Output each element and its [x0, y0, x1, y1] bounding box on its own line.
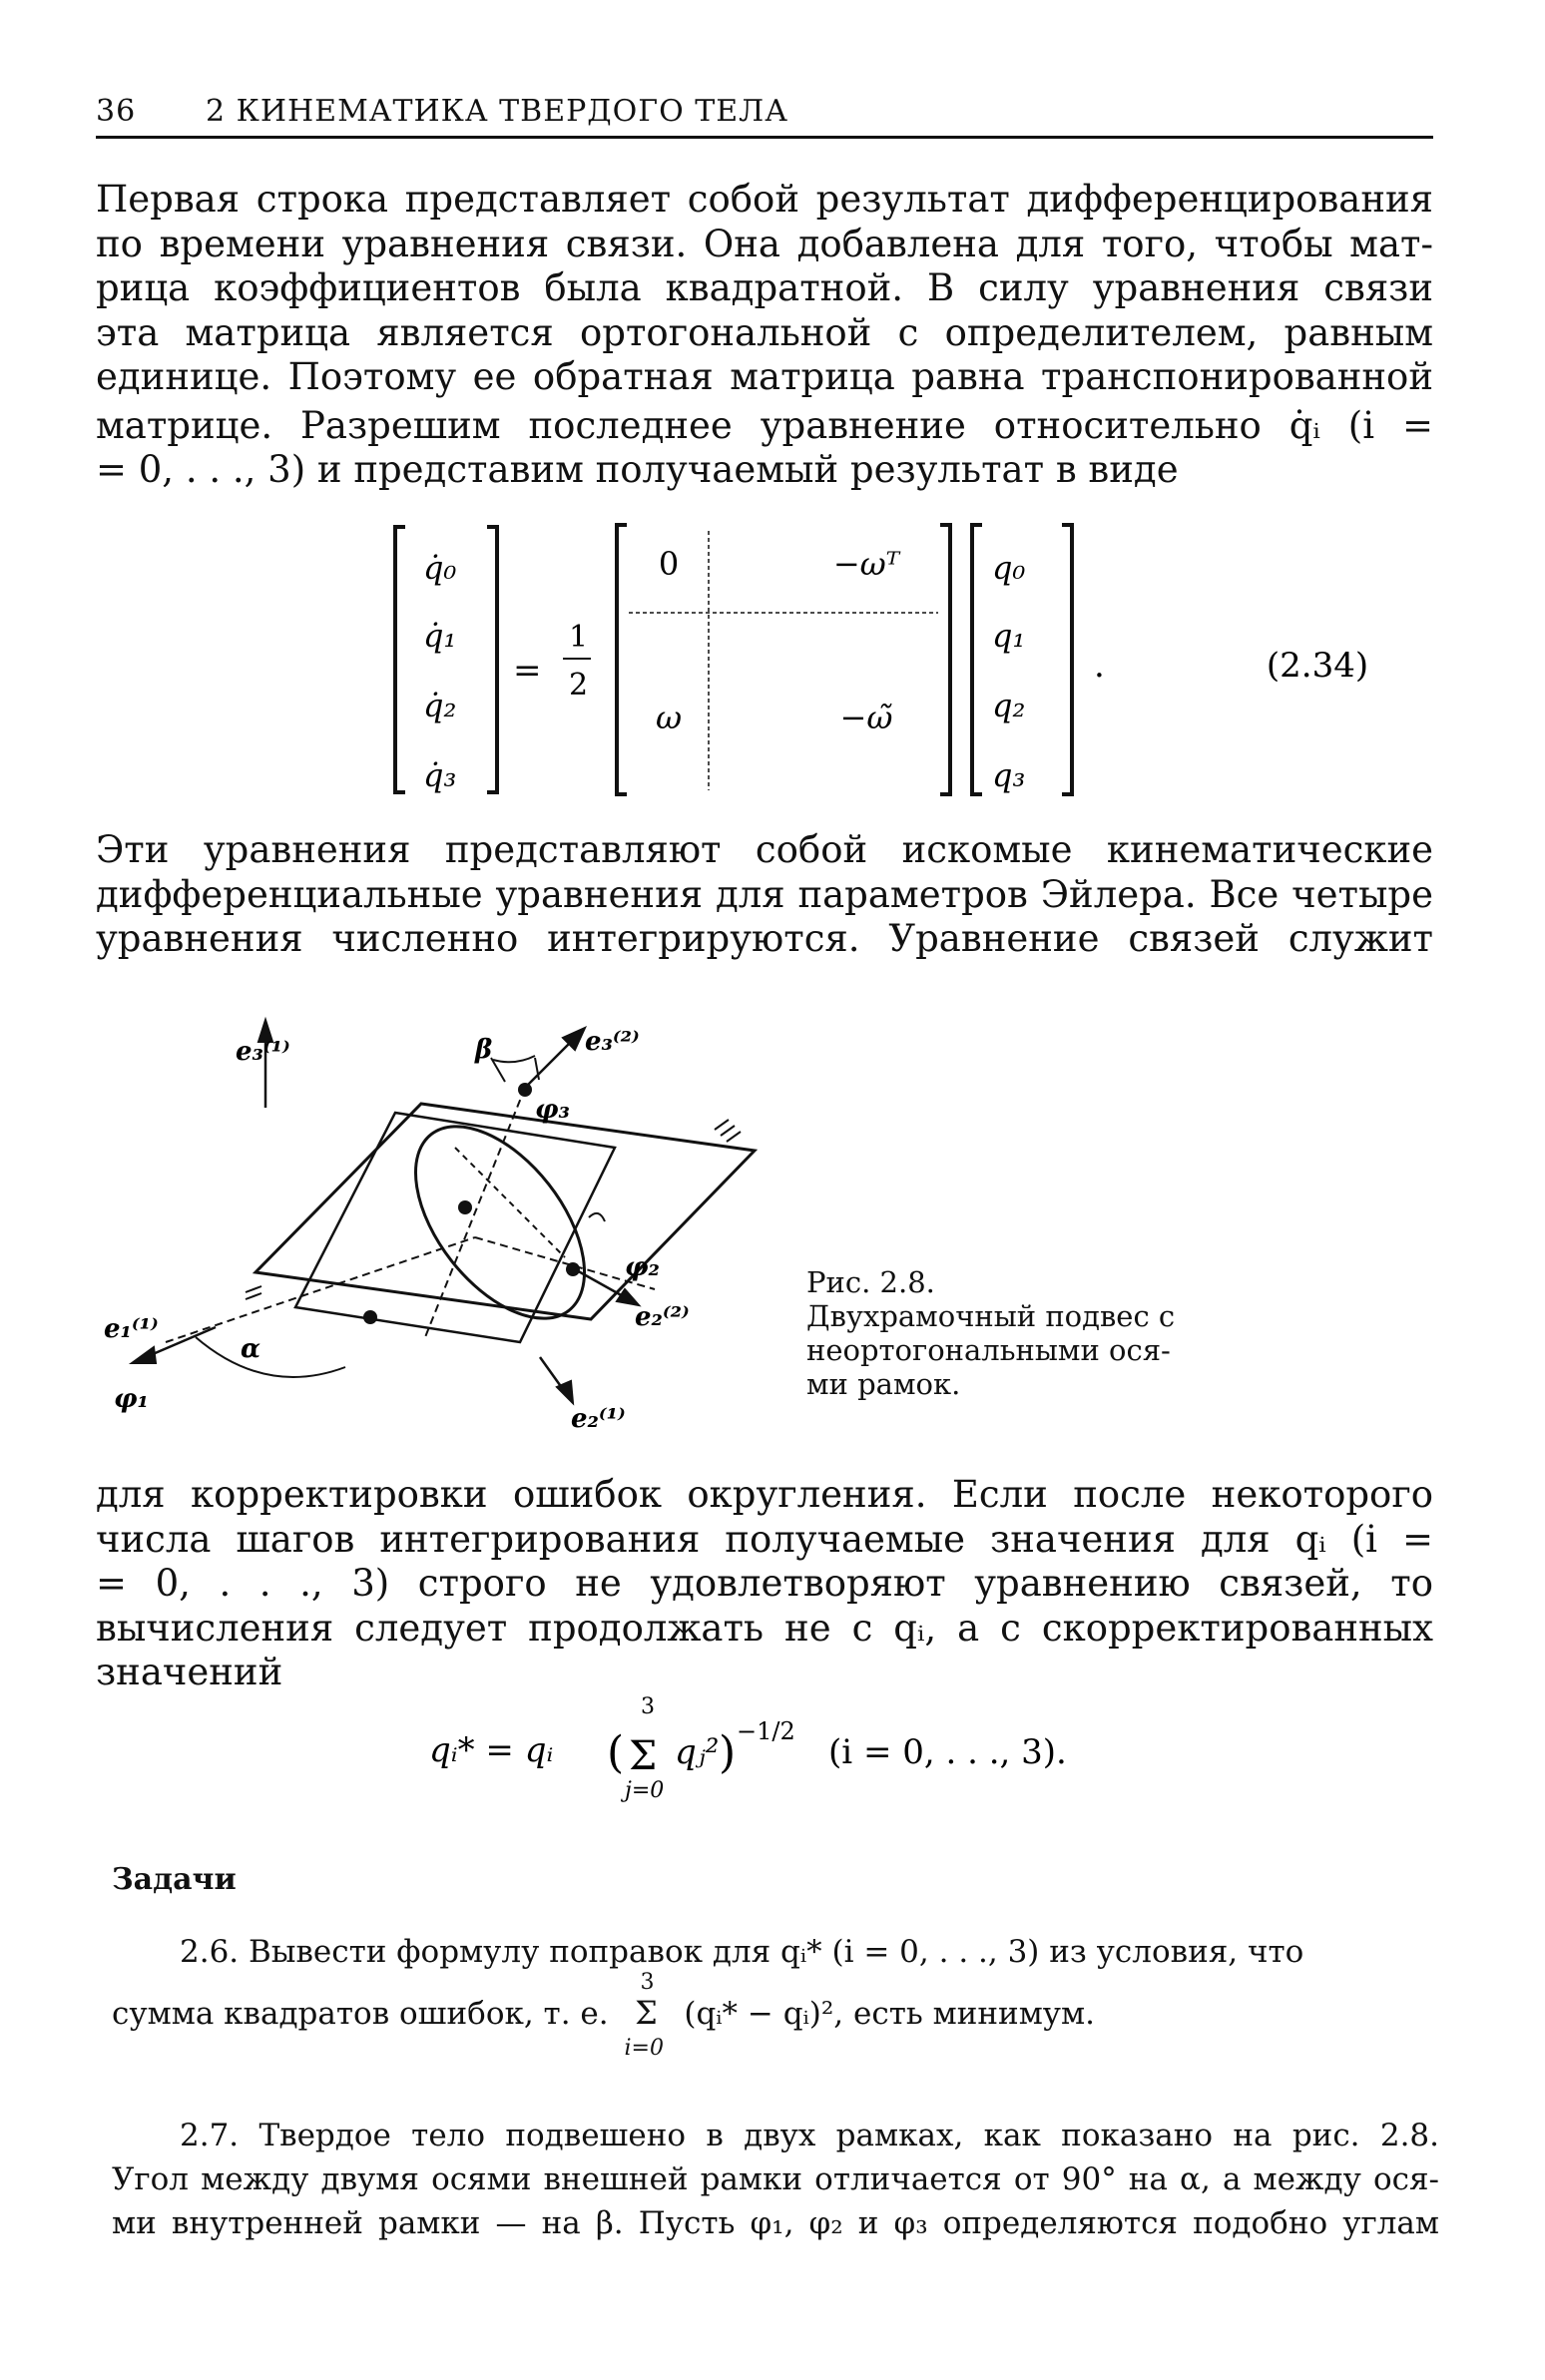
text-line: 2.7. Твердое тело подвешено в двух рамках, как показано на рис. 2.8. — [180, 2118, 1439, 2153]
power: −1/2 — [737, 1717, 795, 1745]
equation-number: (2.34) — [1266, 646, 1369, 686]
task-2-6-text: сумма квадратов ошибок, т. е. — [112, 1996, 609, 2032]
page-number: 36 — [96, 94, 137, 129]
matrix-bottom-left: ω — [655, 699, 683, 736]
label-e3-1: e₃⁽¹⁾ — [236, 1037, 290, 1067]
svg-text:(: ( — [607, 1727, 625, 1778]
eq-lhs: qᵢ* = qᵢ — [429, 1730, 554, 1770]
equals-sign: = — [513, 651, 542, 691]
svg-text:1: 1 — [569, 620, 589, 655]
text-line: уравнения численно интегрируются. Уравнение связей служит — [96, 917, 1433, 960]
lhs-q1: q̇₁ — [423, 617, 457, 655]
sum-top: 3 — [641, 1694, 655, 1719]
task-2-6-text: (qᵢ* − qᵢ)², есть минимум. — [684, 1996, 1096, 2032]
label-e1-1: e₁⁽¹⁾ — [104, 1314, 159, 1344]
text-line: = 0, . . ., 3) строго не удовлетворяют уравнению связей, то — [96, 1562, 1433, 1605]
task-2-7 — [112, 2114, 1439, 2245]
running-title: 2 КИНЕМАТИКА ТВЕРДОГО ТЕЛА — [206, 94, 788, 129]
matrix-top-left: 0 — [658, 545, 680, 583]
label-phi2: φ₂ — [625, 1252, 660, 1282]
paragraph-1 — [96, 178, 1433, 493]
factor-half — [563, 620, 591, 703]
caption-line: ми рамок. — [806, 1367, 961, 1401]
lhs-q0: q̇₀ — [423, 549, 457, 587]
matrix-bottom-right: −ω̃ — [839, 699, 893, 736]
paragraph-3 — [96, 1473, 1433, 1695]
label-phi1: φ₁ — [114, 1384, 149, 1414]
task-2-6-sum: 3 Σ i=0 — [618, 1991, 674, 2036]
text-line: = 0, . . ., 3) и представим получаемый результат в виде — [96, 448, 1179, 491]
text-line: для корректировки ошибок округления. Если после некоторого — [96, 1473, 1433, 1516]
text-line: Эти уравнения представляют собой искомые кинематические — [96, 828, 1433, 871]
task-2-6-line-2 — [112, 1970, 1439, 2061]
label-e3-2: e₃⁽²⁾ — [585, 1027, 640, 1057]
rhs-q3: q₃ — [992, 756, 1026, 794]
equation-2-34 — [379, 517, 1437, 806]
task-2-6-line-1: 2.6. Вывести формулу поправок для qᵢ* (i = 0, . . ., 3) из условия, что — [180, 1934, 1304, 1970]
inner-frame — [295, 1113, 615, 1342]
label-phi3: φ₃ — [535, 1095, 570, 1125]
sum-bottom: j=0 — [625, 1778, 665, 1803]
text-line: эта матрица является ортогональной с определителем, равным — [96, 310, 1433, 354]
svg-text:2: 2 — [569, 668, 589, 703]
text-line: по времени уравнения связи. Она добавлена для того, чтобы мат- — [96, 222, 1433, 265]
running-header — [96, 92, 1433, 139]
text-line: Угол между двумя осями внешней рамки отличается от 90° на α, а между ося- — [112, 2161, 1439, 2197]
text-line: единице. Поэтому ее обратная матрица равна транспонированной — [96, 355, 1433, 398]
text-line: вычисления следует продолжать не с qᵢ, а с скорректированных — [96, 1606, 1433, 1650]
text-line: матрице. Разрешим последнее уравнение относительно q̇ᵢ (i = — [96, 403, 1433, 447]
label-beta: β — [475, 1035, 493, 1065]
text-line: рица коэффициентов была квадратной. В силу уравнения связи — [96, 266, 1433, 309]
rigid-body — [382, 1097, 618, 1349]
text-line: дифференциальные уравнения для параметров Эйлера. Все четыре — [96, 872, 1433, 916]
sum-bottom: i=0 — [624, 2036, 664, 2061]
matrix-top-right: −ωᵀ — [832, 545, 900, 583]
lhs-q3: q̇₃ — [423, 756, 457, 794]
label-e2-1: e₂⁽¹⁾ — [571, 1404, 626, 1434]
rhs-q0: q₀ — [992, 549, 1026, 587]
text-line: ми внутренней рамки — на β. Пусть φ₁, φ₂ и φ₃ определяются подобно углам — [112, 2205, 1439, 2241]
summand: qⱼ² — [675, 1732, 720, 1772]
caption-line: Двухрамочный подвес с — [806, 1299, 1176, 1333]
svg-text:): ) — [719, 1727, 737, 1778]
label-e2-2: e₂⁽²⁾ — [635, 1302, 690, 1332]
sum-top: 3 — [640, 1970, 655, 1995]
range: (i = 0, . . ., 3). — [828, 1732, 1067, 1772]
caption-line: неортогональными ося- — [806, 1333, 1171, 1367]
lhs-q2: q̇₂ — [423, 687, 457, 724]
text-line: значений — [96, 1651, 283, 1693]
period: . — [1094, 646, 1105, 686]
paragraph-2 — [96, 828, 1433, 962]
rhs-q1: q₁ — [992, 617, 1026, 655]
figure-caption — [806, 1265, 1246, 1401]
figure-2-8 — [96, 1008, 794, 1447]
text-line: числа шагов интегрирования получаемые значения для qᵢ (i = — [96, 1517, 1433, 1561]
equation-correction — [419, 1691, 1218, 1811]
text-line: Первая строка представляет собой результат дифференцирования — [96, 178, 1433, 221]
svg-text:Σ: Σ — [629, 1733, 658, 1779]
rhs-q2: q₂ — [992, 687, 1026, 724]
caption-line: Рис. 2.8. — [806, 1265, 935, 1299]
tasks-heading: Задачи — [112, 1862, 237, 1897]
label-alpha: α — [241, 1334, 261, 1364]
